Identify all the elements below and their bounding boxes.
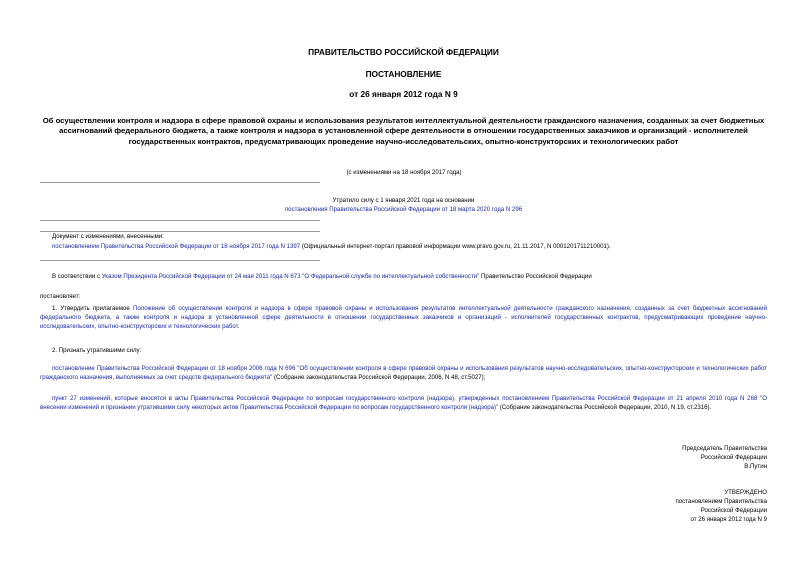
expired-line: Утратило силу с 1 января 2021 года на основании [332, 197, 475, 204]
approval-block [500, 488, 767, 524]
decrees-label: постановляет: [40, 293, 81, 300]
item-1-paragraph: 1. Утвердить прилагаемое Положение об осуществлении контроля и надзора в сфере правовой охраны и использования результатов интеллектуальной деятельности гражданского назначения, созданных за счет бюджетных ассигнований федерального бюджета, а также контроля и надзора в установленной сфере деятельности в отношении государственных заказчиков и организаций - исполнителей государственных контрактов, предусматривающих проведение научно-исследовательских, опытно-конструкторских и технологических работ. [40, 305, 767, 330]
changes-source: (Официальный интернет-портал правовой информации www.pravo.gov.ru, 21.11.2017, N 0001201711210001). [300, 243, 611, 250]
approval-line-1: постановлением Правительства [675, 498, 767, 505]
changes-paragraph [52, 242, 767, 251]
government-heading: ПРАВИТЕЛЬСТВО РОССИЙСКОЙ ФЕДЕРАЦИИ [308, 47, 499, 57]
signature-block [500, 444, 767, 471]
signature-country: Российской Федерации [700, 454, 767, 461]
signature-title: Председатель Правительства [682, 445, 767, 452]
item-1-link[interactable]: Положение об осуществлении контроля и надзора в сфере правовой охраны и использования результатов интеллектуальной деятельности гражданского назначения, созданных за счет бюджетных ассигнований федерального бюджета, а также контроля и надзора в установленной сфере деятельности в отношении государственных заказчиков и организаций - исполнителей государственных контрактов, предусматривающих проведение научно-исследовательских, опытно-конструкторских и технологических работ [40, 305, 767, 330]
signature-name: В.Путин [744, 463, 767, 470]
repeal-2-link[interactable]: пункт 27 изменений, которые вносятся в акты Правительства Российской Федерации по вопросам государственного контроля (надзора), утвержденных постановлением Правительства Российской Федерации от 21 апреля 2010 года N 268 "О внесении изменений и признании утратившими силу некоторых актов Правительства Российской Федерации по вопросам государственного контроля (надзора)" [40, 395, 767, 411]
divider [40, 220, 320, 221]
approval-label: УТВЕРЖДЕНО [724, 489, 767, 496]
divider [40, 260, 320, 261]
repeal-1-link[interactable]: постановление Правительства Российской Федерации от 18 ноября 2006 года N 696 "Об осуществлении контроля в сфере правовой охраны и использования результатов научно-исследовательских, опытно-конструкторских и технологических работ гражданского назначения, выполняемых за счет средств федерального бюджета" [40, 365, 767, 381]
changes-link[interactable]: постановлением Правительства Российской Федерации от 18 ноября 2017 года N 1397 [52, 243, 301, 250]
preamble-paragraph: В соответствии с Указом Президента Российской Федерации от 24 мая 2011 года N 673 "О Федеральной службе по интеллектуальной собственности" Правительство Российской Федерации [52, 273, 592, 280]
revision-note: (с изменениями на 18 ноября 2017 года) [346, 169, 462, 176]
date-number-heading: от 26 января 2012 года N 9 [349, 89, 458, 99]
preamble-link[interactable]: Указом Президента Российской Федерации от 24 мая 2011 года N 673 "О Федеральной службе по интеллектуальной собственности" [101, 273, 480, 280]
expired-link[interactable]: постановления Правительства Российской Федерации от 18 марта 2020 года N 296 [284, 206, 523, 213]
document-title: Об осуществлении контроля и надзора в сфере правовой охраны и использования результатов интеллектуальной деятельности гражданского назначения, созданных за счет бюджетных ассигнований федерального бюджета, а также контроля и надзора в установленной сфере деятельности в отношении государственных заказчиков и организаций - исполнителей государственных контрактов, предусматривающих проведение научно-исследовательских, опытно-конструкторских и технологических работ [42, 116, 765, 146]
expired-note [170, 196, 637, 214]
changes-intro: Документ с изменениями, внесенными: [52, 233, 164, 240]
approval-line-3: от 26 января 2012 года N 9 [690, 516, 767, 523]
repeal-1-paragraph: постановление Правительства Российской Федерации от 18 ноября 2006 года N 696 "Об осуществлении контроля в сфере правовой охраны и использования результатов научно-исследовательских, опытно-конструкторских и технологических работ гражданского назначения, выполняемых за счет средств федерального бюджета" (Собрание законодательства Российской Федерации, 2006, N 48, ст.5027); [40, 365, 767, 381]
document-type-heading: ПОСТАНОВЛЕНИЕ [365, 69, 442, 79]
item-2-label: 2. Признать утратившими силу: [52, 347, 142, 354]
approval-line-2: Российской Федерации [700, 507, 767, 514]
divider [40, 182, 320, 183]
repeal-2-paragraph: пункт 27 изменений, которые вносятся в акты Правительства Российской Федерации по вопросам государственного контроля (надзора), утвержденных постановлением Правительства Российской Федерации от 21 апреля 2010 года N 268 "О внесении изменений и признании утратившими силу некоторых актов Правительства Российской Федерации по вопросам государственного контроля (надзора)" (Собрание законодательства Российской Федерации, 2010, N 19, ст.2316). [40, 395, 767, 411]
